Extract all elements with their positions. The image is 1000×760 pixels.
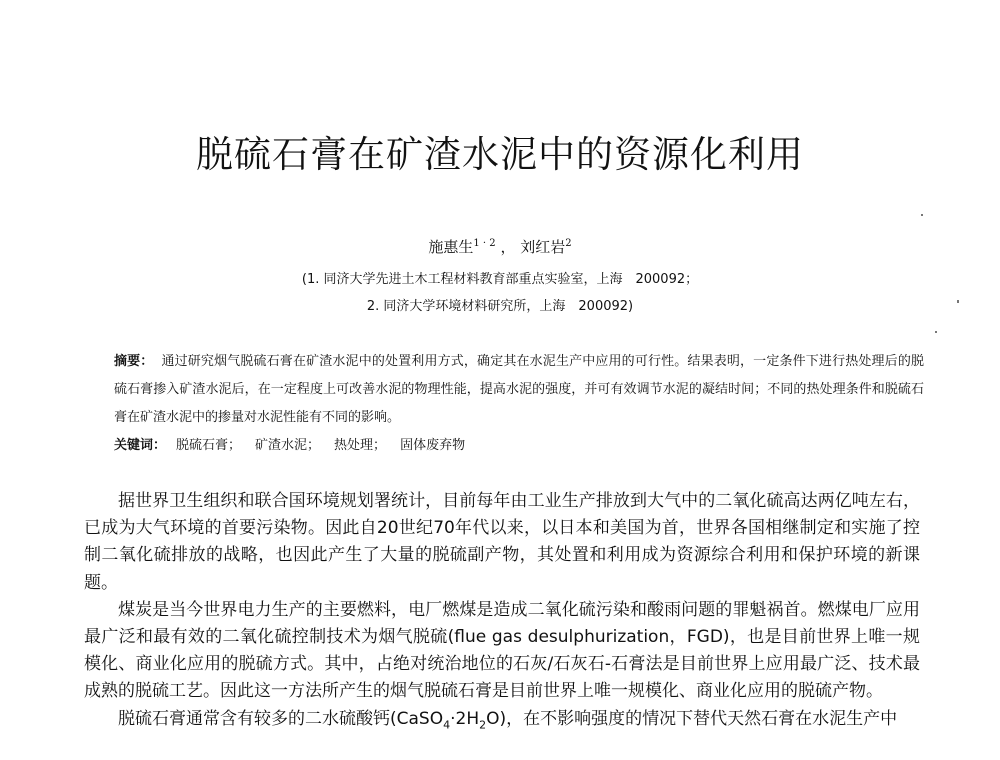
author-separator: ，: [500, 238, 516, 256]
author-name: 刘红岩: [520, 238, 566, 256]
body-text: [84, 488, 920, 738]
author-affiliation-mark: 2: [565, 238, 572, 249]
body-paragraph: 据世界卫生组织和联合国环境规划署统计，目前每年由工业生产排放到大气中的二氧化硫高达两亿吨左右，已成为大气环境的首要污染物。因此自20世纪70年代以来，以日本和美国为首，世界各国相继制定和实施了控制二氧化硫排放的战略，也因此产生了大量的脱硫副产物，其处置和利用成为资源综合利用和保护环境的新课题。: [84, 491, 920, 593]
paragraph-text: O)，在不影响强度的情况下替代天然石膏在水泥生产中: [486, 708, 898, 729]
keywords-label: 关键词：: [114, 438, 167, 453]
keyword: 固体废弃物: [400, 438, 466, 453]
scan-speck: [957, 300, 959, 303]
keyword: 热处理；: [334, 438, 387, 453]
affiliation-line: 2. 同济大学环境材料研究所，上海 200092): [366, 299, 634, 314]
abstract-label: 摘要：: [114, 354, 154, 369]
author-name: 施惠生: [428, 238, 474, 256]
scan-speck: [935, 331, 937, 333]
paragraph-text: ·2H: [450, 708, 480, 729]
author-line: [0, 236, 1000, 257]
paragraph-text: 脱硫石膏通常含有较多的二水硫酸钙(CaSO: [118, 708, 444, 729]
scan-speck: [921, 214, 923, 216]
paper-title: 脱硫石膏在矿渣水泥中的资源化利用: [196, 133, 804, 176]
chemical-subscript: 2: [479, 718, 487, 732]
body-paragraph: 煤炭是当今世界电力生产的主要燃料，电厂燃煤是造成二氧化硫污染和酸雨问题的罪魁祸首。燃煤电厂应用最广泛和最有效的二氧化硫控制技术为烟气脱硫(flue gas desulphurization，FGD)，也是目前世界上唯一规模化、商业化应用的脱硫方式。其中，占绝对统治地位的石灰/石灰石-石膏法是目前世界上应用最广泛、技术最成熟的脱硫工艺。因此这一方法所产生的烟气脱硫石膏是目前世界上唯一规模化、商业化应用的脱硫产物。: [84, 599, 920, 702]
body-paragraph: [84, 706, 920, 739]
keyword: 脱硫石膏；: [176, 438, 242, 453]
abstract-text: 通过研究烟气脱硫石膏在矿渣水泥中的处置利用方式，确定其在水泥生产中应用的可行性。结果表明，一定条件下进行热处理后的脱硫石膏掺入矿渣水泥后，在一定程度上可改善水泥的物理性能，提高水泥的强度，并可有效调节水泥的凝结时间；不同的热处理条件和脱硫石膏在矿渣水泥中的掺量对水泥性能有不同的影响。: [114, 354, 924, 425]
author-affiliation-mark: 1 · 2: [473, 238, 496, 249]
abstract: [114, 348, 924, 432]
chemical-subscript: 4: [443, 718, 451, 732]
affiliation-line: (1. 同济大学先进土木工程材料教育部重点实验室，上海 200092；: [301, 272, 699, 287]
keywords: [114, 434, 924, 453]
keyword: 矿渣水泥；: [255, 438, 321, 453]
